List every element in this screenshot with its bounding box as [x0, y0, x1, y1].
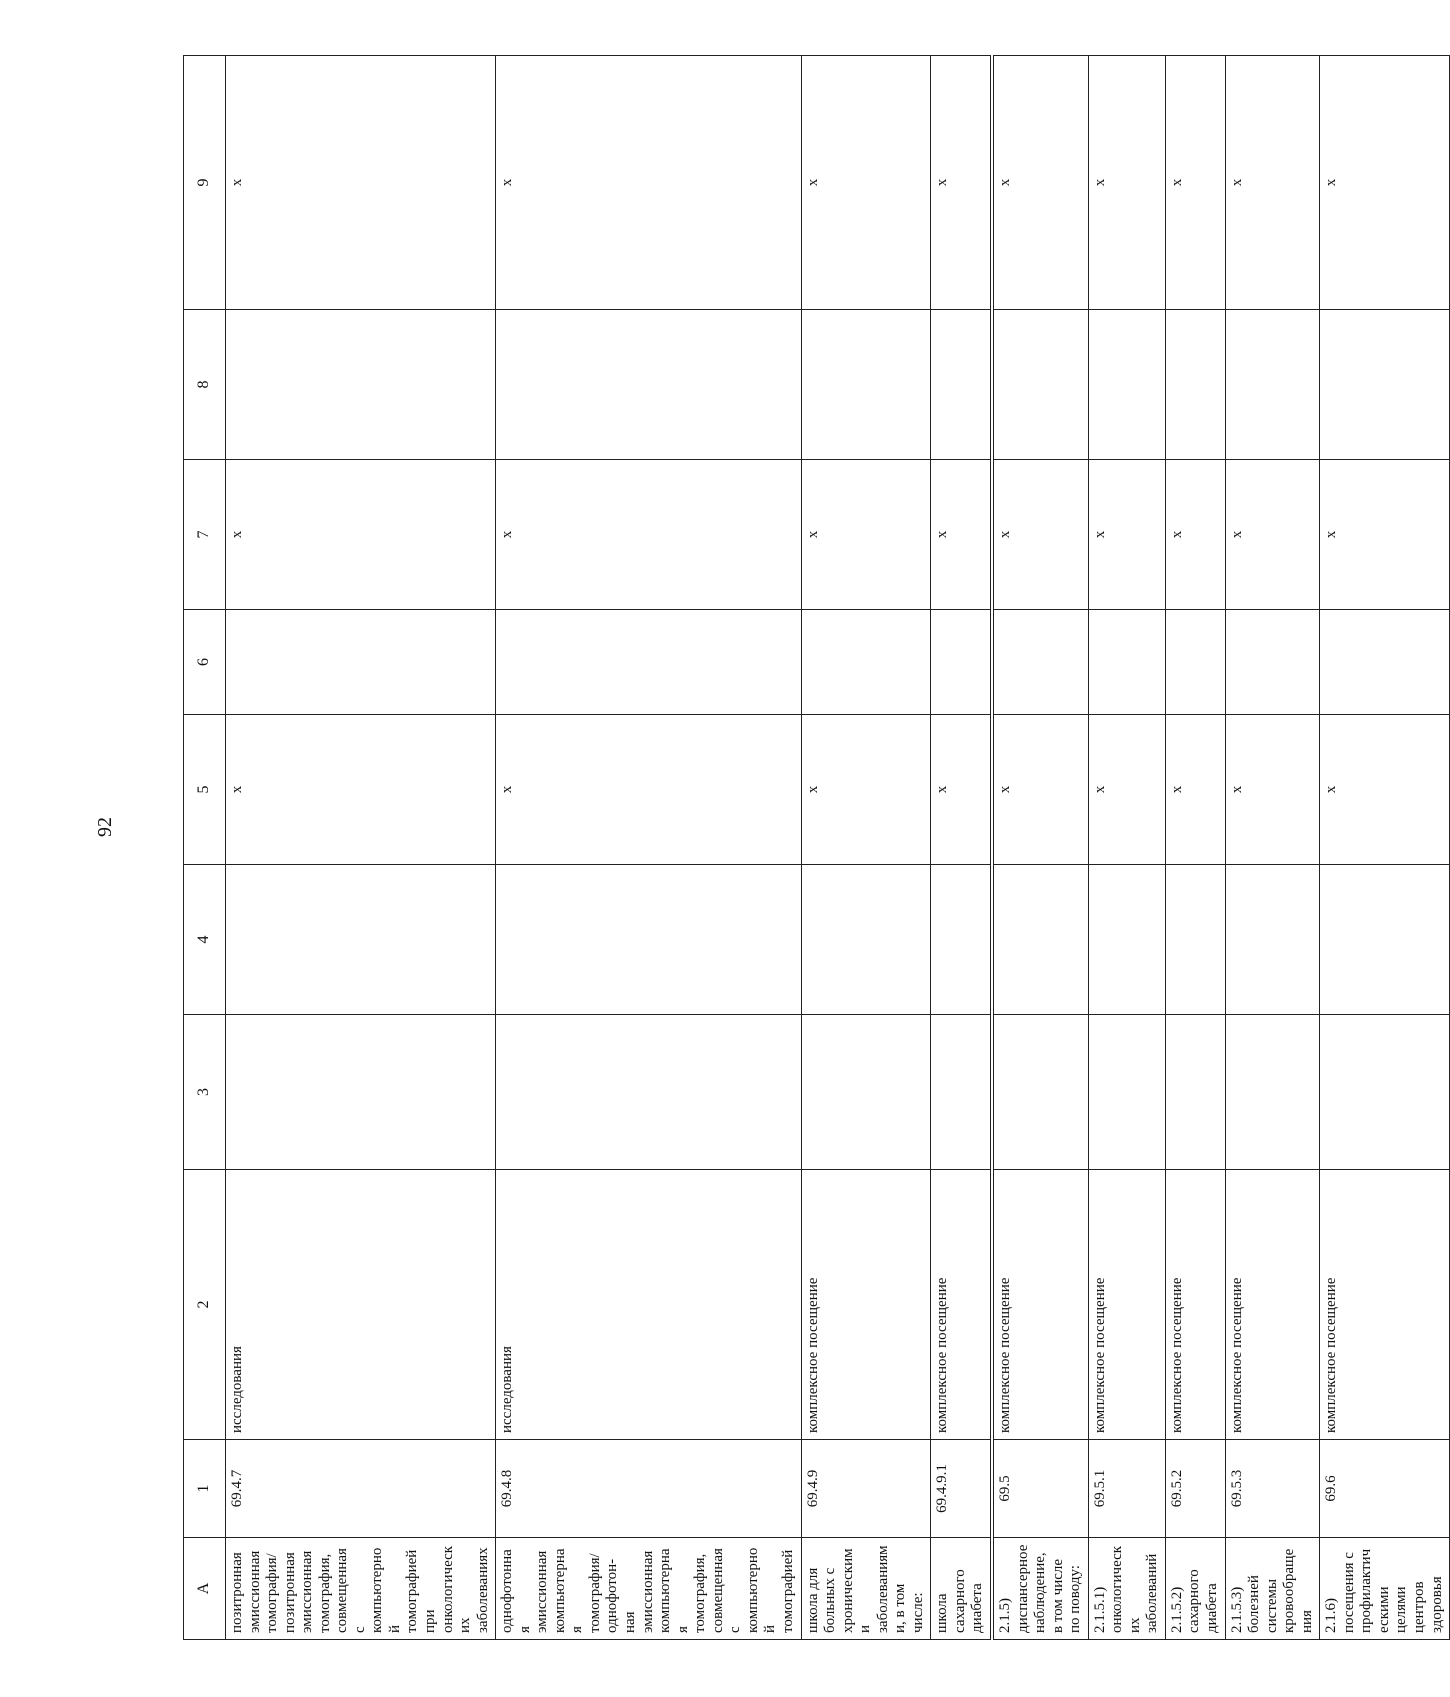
table-cell — [1225, 310, 1320, 460]
data-table — [183, 55, 1450, 1640]
table-cell: 69.4.8 — [496, 1440, 801, 1538]
table-cell: 69.4.9 — [801, 1440, 931, 1538]
table-cell: х — [1165, 460, 1225, 610]
table-cell — [992, 610, 1088, 715]
table-cell: х — [992, 715, 1088, 865]
table-cell: х — [1225, 460, 1320, 610]
table-cell: 2.1.5.2) сахарного диабета — [1165, 1538, 1225, 1640]
table-cell: комплексное посещение — [1225, 1170, 1320, 1440]
table-cell: х — [1320, 56, 1450, 310]
table-row — [931, 56, 992, 1640]
table-row — [801, 56, 931, 1640]
table-cell: х — [801, 715, 931, 865]
table-cell — [931, 865, 992, 1015]
header-cell: 4 — [184, 865, 226, 1015]
page-number: 92 — [94, 817, 116, 837]
table-cell: 69.4.7 — [226, 1440, 496, 1538]
table-cell — [801, 865, 931, 1015]
table-cell: х — [801, 460, 931, 610]
table-cell — [1165, 610, 1225, 715]
table-cell — [931, 1015, 992, 1170]
table-cell — [226, 865, 496, 1015]
table-cell — [496, 865, 801, 1015]
header-cell: 3 — [184, 1015, 226, 1170]
table-cell: х — [931, 56, 992, 310]
table-row — [1320, 56, 1450, 1640]
table-cell: х — [931, 460, 992, 610]
table-cell: х — [226, 460, 496, 610]
table-cell — [801, 610, 931, 715]
table-cell: х — [1320, 715, 1450, 865]
table-cell — [1088, 610, 1165, 715]
table-cell — [931, 610, 992, 715]
table-cell: 69.5 — [992, 1440, 1088, 1538]
table-cell — [1225, 1015, 1320, 1170]
table-cell: 69.5.3 — [1225, 1440, 1320, 1538]
header-cell: 6 — [184, 610, 226, 715]
table-cell — [496, 310, 801, 460]
table-cell: комплексное посещение — [1165, 1170, 1225, 1440]
table-cell: х — [1088, 460, 1165, 610]
table-cell: х — [1225, 56, 1320, 310]
table-cell — [801, 310, 931, 460]
table-cell: школа сахарного диабета — [931, 1538, 992, 1640]
table-row — [1165, 56, 1225, 1640]
table-cell: 69.5.1 — [1088, 1440, 1165, 1538]
table-cell: х — [992, 460, 1088, 610]
table-cell — [1165, 1015, 1225, 1170]
table-row — [226, 56, 496, 1640]
table-cell: 69.6 — [1320, 1440, 1450, 1538]
table-cell: исследования — [496, 1170, 801, 1440]
table-cell — [226, 610, 496, 715]
table-cell: х — [1165, 56, 1225, 310]
table-cell: комплексное посещение — [801, 1170, 931, 1440]
table-cell — [992, 865, 1088, 1015]
table-cell: х — [226, 715, 496, 865]
table-cell — [226, 310, 496, 460]
table-cell: комплексное посещение — [931, 1170, 992, 1440]
table-cell: 2.1.6) посещения с профилактическими целями центров здоровья — [1320, 1538, 1450, 1640]
table-cell: х — [1320, 460, 1450, 610]
table-cell: однофотонная эмиссионная компьютерная томография/однофотон-ная эмиссионная компьютерная томография, совмещенная с компьютерной томографией — [496, 1538, 801, 1640]
table-cell: х — [1088, 715, 1165, 865]
table-cell: х — [1165, 715, 1225, 865]
table-cell — [1165, 865, 1225, 1015]
table-cell: х — [931, 715, 992, 865]
table-cell — [1320, 610, 1450, 715]
table-cell: х — [992, 56, 1088, 310]
header-cell: 5 — [184, 715, 226, 865]
header-cell: 9 — [184, 56, 226, 310]
table-cell: позитронная эмиссионная томография/позитронная эмиссионная томография, совмещенная с компьютерной томографией при онкологических заболеваниях — [226, 1538, 496, 1640]
table-cell — [1320, 1015, 1450, 1170]
header-cell: 8 — [184, 310, 226, 460]
table-row — [1088, 56, 1165, 1640]
table-cell: 2.1.5.3) болезней системы кровообращения — [1225, 1538, 1320, 1640]
table-cell: школа для больных с хроническими заболеваниями, в том числе: — [801, 1538, 931, 1640]
table-cell — [992, 1015, 1088, 1170]
table-cell — [992, 310, 1088, 460]
table-cell: 2.1.5.1) онкологических заболеваний — [1088, 1538, 1165, 1640]
table-cell: х — [801, 56, 931, 310]
table-cell — [226, 1015, 496, 1170]
table-row — [992, 56, 1088, 1640]
table-cell: комплексное посещение — [1320, 1170, 1450, 1440]
table-cell: х — [1225, 715, 1320, 865]
table-cell — [801, 1015, 931, 1170]
table-cell — [931, 310, 992, 460]
table-cell: комплексное посещение — [1088, 1170, 1165, 1440]
header-cell: 7 — [184, 460, 226, 610]
table-cell — [1165, 310, 1225, 460]
table-cell — [1088, 310, 1165, 460]
table-cell — [1225, 865, 1320, 1015]
table-cell: 69.5.2 — [1165, 1440, 1225, 1538]
table-cell: 69.4.9.1 — [931, 1440, 992, 1538]
header-cell: А — [184, 1538, 226, 1640]
table-cell: х — [226, 56, 496, 310]
header-cell: 1 — [184, 1440, 226, 1538]
header-cell: 2 — [184, 1170, 226, 1440]
table-cell: исследования — [226, 1170, 496, 1440]
table-cell — [1225, 610, 1320, 715]
table-cell — [496, 610, 801, 715]
header-row — [184, 56, 226, 1640]
table-cell: комплексное посещение — [992, 1170, 1088, 1440]
table-row — [496, 56, 801, 1640]
table-row — [1225, 56, 1320, 1640]
table-cell — [1320, 310, 1450, 460]
table-cell — [1320, 865, 1450, 1015]
table-cell: 2.1.5) диспансерное наблюдение, в том числе по поводу: — [992, 1538, 1088, 1640]
table-cell — [1088, 865, 1165, 1015]
table-cell: х — [1088, 56, 1165, 310]
table-cell — [1088, 1015, 1165, 1170]
table-cell — [496, 1015, 801, 1170]
table-cell: х — [496, 715, 801, 865]
table-cell: х — [496, 56, 801, 310]
table-cell: х — [496, 460, 801, 610]
table-container — [183, 56, 1445, 1640]
